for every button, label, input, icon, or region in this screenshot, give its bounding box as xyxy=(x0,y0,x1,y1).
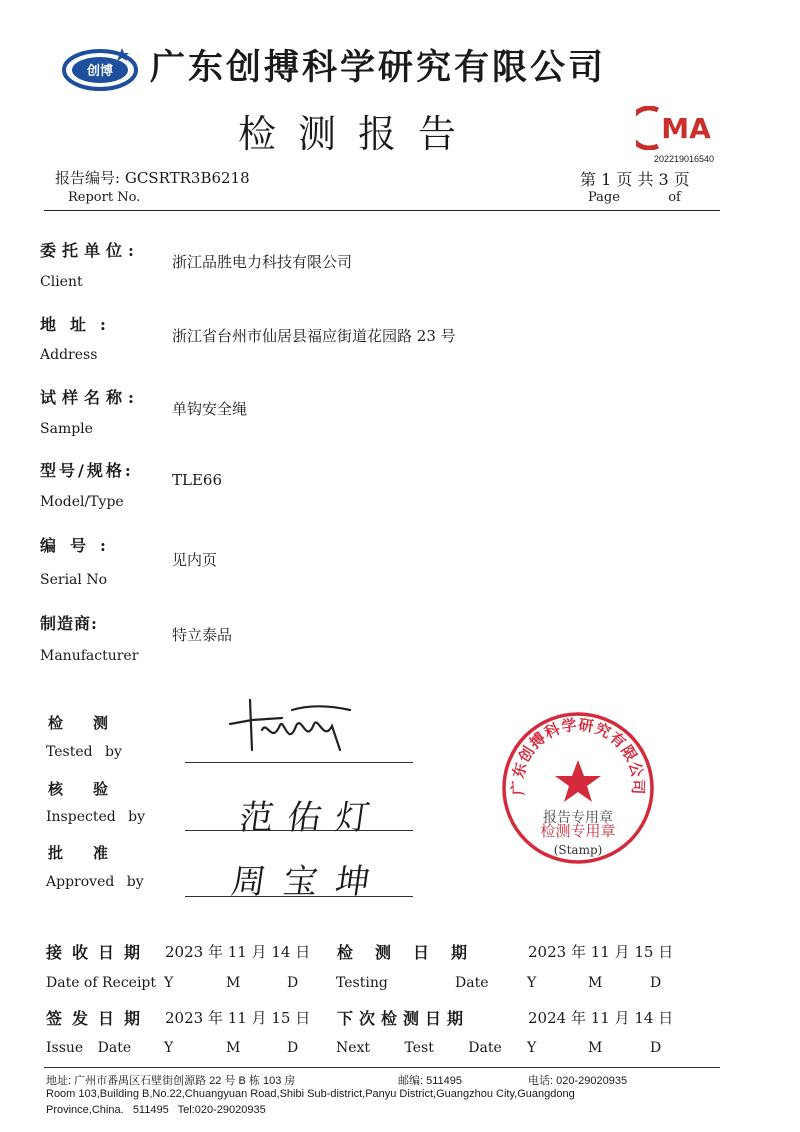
company-name: 广东创搏科学研究有限公司 xyxy=(150,48,607,88)
footer-phone: 电话: 020-29020935 xyxy=(528,1075,628,1087)
report-no-label: 报告编号: xyxy=(55,169,121,187)
approved-signature: 周宝坤 xyxy=(228,862,391,902)
receipt-d: D xyxy=(287,975,299,991)
report-no-label-en: Report No. xyxy=(68,190,141,205)
issue-y: Y xyxy=(164,1040,174,1056)
issue-date-value: 2023 年 11 月 15 日 xyxy=(165,1009,311,1027)
model-value: TLE66 xyxy=(172,471,223,489)
approved-label-en: Approved by xyxy=(46,874,144,890)
logo-text: 创博 xyxy=(86,64,114,79)
issue-date-label: 签发日期 xyxy=(46,1009,151,1028)
next-test-label-en: Next Test Date xyxy=(336,1040,502,1056)
testing-label-en2: Date xyxy=(455,975,489,991)
address-label-en: Address xyxy=(40,347,98,363)
tested-signature-line xyxy=(185,762,413,763)
report-title: 检测报告 xyxy=(238,112,479,156)
footer-postcode: 邮编: 511495 xyxy=(398,1075,463,1087)
manufacturer-label: 制造商: xyxy=(40,614,98,633)
receipt-y: Y xyxy=(164,975,174,991)
tested-label: 检测 xyxy=(48,714,139,732)
address-value: 浙江省台州市仙居县福应街道花园路 23 号 xyxy=(172,327,456,345)
receipt-date-value: 2023 年 11 月 14 日 xyxy=(165,943,311,961)
tested-signature xyxy=(222,690,362,760)
testing-date-value: 2023 年 11 月 15 日 xyxy=(528,943,674,961)
page-en-of: of xyxy=(668,190,681,205)
inspected-label: 核验 xyxy=(48,780,139,798)
testing-y: Y xyxy=(527,975,537,991)
receipt-m: M xyxy=(226,975,241,991)
stamp-line3: (Stamp) xyxy=(553,843,603,857)
report-no-row xyxy=(55,167,250,188)
serial-label-en: Serial No xyxy=(40,572,107,588)
approved-label: 批准 xyxy=(48,844,139,862)
client-label-en: Client xyxy=(40,274,83,290)
issue-date-label-en: Issue Date xyxy=(46,1040,132,1056)
next-d: D xyxy=(650,1040,662,1056)
issue-d: D xyxy=(287,1040,299,1056)
model-label: 型号/规格: xyxy=(40,461,134,480)
manufacturer-value: 特立泰品 xyxy=(172,626,233,644)
next-test-date-label: 下次检测日期 xyxy=(337,1009,470,1028)
sample-label-en: Sample xyxy=(40,421,93,437)
page-info: 第 1 页 共 3 页 xyxy=(580,170,690,189)
page-en-page: Page xyxy=(588,190,620,205)
inspected-label-en: Inspected by xyxy=(46,809,146,825)
stamp-line2: 检测专用章 xyxy=(540,822,616,840)
cma-number: 202219016540 xyxy=(654,154,715,164)
testing-date-label: 检测日期 xyxy=(337,943,490,962)
footer-address-en-2: Province,China. 511495 Tel:020-29020935 xyxy=(46,1104,266,1116)
testing-m: M xyxy=(588,975,603,991)
next-m: M xyxy=(588,1040,603,1056)
serial-label: 编号: xyxy=(40,536,120,555)
report-no-value: GCSRTR3B6218 xyxy=(124,169,250,187)
sample-value: 单钩安全绳 xyxy=(172,400,248,418)
address-label: 地址: xyxy=(40,315,120,334)
testing-label-en1: Testing xyxy=(336,975,388,991)
footer-address-en-1: Room 103,Building B,No.22,Chuangyuan Road,Shibi Sub-district,Panyu District,Guangzhou City,Guangdong xyxy=(46,1088,575,1100)
stamp-line1: 报告专用章 xyxy=(543,810,613,826)
model-label-en: Model/Type xyxy=(40,494,124,510)
client-value: 浙江品胜电力科技有限公司 xyxy=(172,253,353,271)
next-y: Y xyxy=(527,1040,537,1056)
company-logo xyxy=(60,42,142,94)
header-divider xyxy=(44,210,720,211)
page-info-en xyxy=(588,190,681,205)
next-test-date-value: 2024 年 11 月 14 日 xyxy=(528,1009,674,1027)
testing-d: D xyxy=(650,975,662,991)
approved-signature-line xyxy=(185,896,413,897)
cma-mark-icon xyxy=(636,106,718,150)
stamp-ring-text: 广东创搏科学研究有限公司 xyxy=(508,715,648,796)
sample-label: 试样名称: xyxy=(40,388,140,407)
issue-m: M xyxy=(226,1040,241,1056)
receipt-date-label-en: Date of Receipt xyxy=(46,975,157,991)
cma-mark-text: MA xyxy=(661,112,711,145)
company-stamp xyxy=(498,708,658,868)
footer-divider xyxy=(44,1067,720,1068)
inspected-signature: 范佑灯 xyxy=(236,798,387,838)
manufacturer-label-en: Manufacturer xyxy=(40,648,139,664)
serial-value: 见内页 xyxy=(172,551,218,569)
footer-address-cn: 地址: 广州市番禺区石壁街创源路 22 号 B 栋 103 房 xyxy=(46,1075,296,1087)
stamp-star-icon xyxy=(555,760,601,802)
tested-label-en: Tested by xyxy=(46,744,122,760)
receipt-date-label: 接收日期 xyxy=(46,943,151,962)
client-label: 委托单位: xyxy=(40,241,140,260)
inspected-signature-line xyxy=(185,830,413,831)
